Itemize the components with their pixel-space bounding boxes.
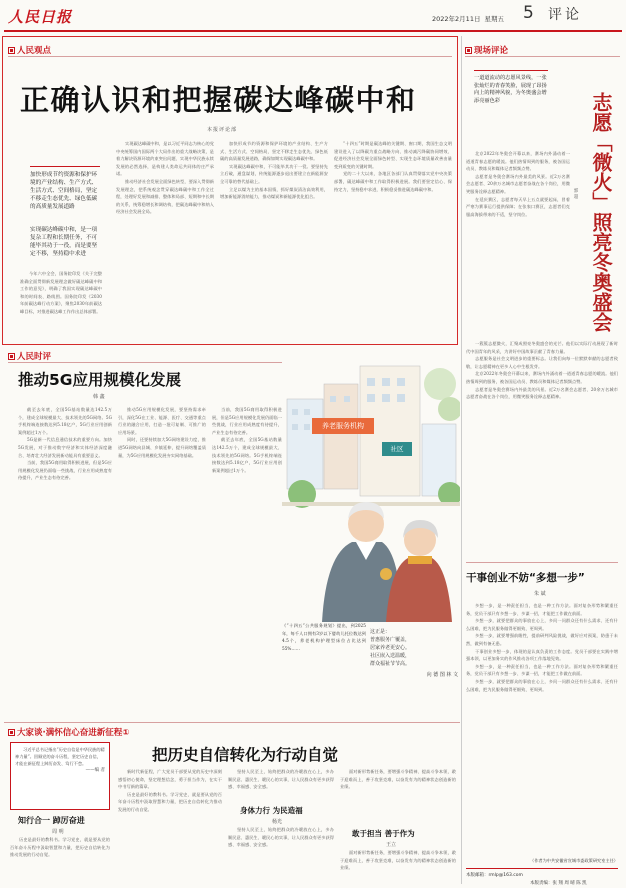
paragraph: 5G是新一代信息通信技术的重要方向。加快5G发展，对于推动数字经济和实体经济深度融合、培育壮大经济发展新动能具有重要意义。	[18, 437, 112, 458]
paragraph: 面对新形势新任务，要增强斗争精神、提高斗争本领，敢于迎难而上，善于攻坚克难，以奋发有为的精神状态创造新的业绩。	[340, 769, 456, 790]
paragraph: 在延庆赛区，志愿者每天早上五点就要起床，冒着严寒为赛事运行提供保障；在张家口赛区，志愿者们克服高海拔带来的不适，坚守岗位。	[466, 196, 570, 217]
masthead-rule	[4, 30, 622, 32]
commentary-rule	[465, 56, 620, 57]
paragraph: 推动5G应用规模化发展，要坚持需求牵引，深化5G在工业、能源、医疗、交通等重点行业的融合应用，打造一批可复制、可推广的应用场景。	[118, 407, 206, 435]
bottom-byline-2: 杨光	[272, 819, 283, 825]
column2-byline: 韩 鑫	[93, 394, 105, 400]
paragraph: 干事创业多想一步，体现的是认真负责的工作态度。党员干部要在实践中增强本领，以更加务实的作风推动各项工作落地见效。	[466, 648, 618, 662]
column2-body-3	[212, 406, 282, 718]
paragraph: 同时，还要持续加大5G网络建设力度，推进5G网络向县城、乡镇延伸，提升网络覆盖质量，为5G应用规模化发展夯实网络基础。	[118, 437, 206, 458]
paragraph: 坚持人民至上，始终把群众的冷暖放在心上，多办顺民意、惠民生、暖民心的实事，让人民群众有更多获得感、幸福感、安全感。	[228, 769, 334, 790]
side-article-credit: （作者为中共安徽省宣城市委政策研究室主任）	[530, 858, 618, 863]
bottom-body-2	[118, 768, 222, 882]
top-article-col-1	[20, 270, 102, 338]
column-divider	[461, 36, 462, 884]
section-marker-icon	[8, 353, 15, 360]
column2-body-2	[118, 406, 206, 718]
pull-quote-rule	[30, 166, 100, 167]
paragraph: 历史是最好的教科书。学习党史，就是要从党的百年奋斗历程中汲取智慧和力量，把历史自信转化为推动发展的行动自觉。	[118, 791, 222, 812]
top-article-col-2	[116, 140, 214, 338]
section-title: 评论	[548, 7, 582, 23]
paragraph: 北京2022年冬奥会开幕以来，赛场内外涌动着一道道青春志愿的暖流。他们热情周到的服务，被各国运动员、教练员和媒体记者频频点赞。	[466, 371, 618, 384]
bottom-subhead-2: 身体力行 为民造福	[240, 806, 303, 815]
paragraph: 立足以煤为主的基本国情，抓好煤炭清洁高效利用，增加新能源消纳能力，推动煤炭和新能源优化组合。	[220, 186, 328, 200]
side-article-title: 干事创业不妨“多想一步”	[466, 572, 585, 584]
paragraph: 北京2022年冬奥会开幕以来，赛场内外涌动着一道道青春志愿的暖流。他们热情周到的服务，被各国运动员、教练员和媒体记者频频点赞。	[466, 151, 570, 172]
editor-intro-box	[10, 742, 110, 810]
page-number: 5	[523, 3, 534, 23]
top-article-byline: 本报评论部	[207, 127, 238, 133]
paragraph: 志愿者是冬奥会赛场内外最美的风景。近2万名赛会志愿者、20余万名城市志愿者奋战在各个岗位，用微笑服务诠释志愿精神。	[466, 386, 618, 400]
bottom-subhead-1: 知行合一 踔厉奋进	[18, 816, 85, 825]
elderly-couple-illustration	[282, 354, 460, 622]
paragraph: 今年六中全会，国务院印发《关于完整准确全面贯彻新发展理念做好碳达峰碳中和工作的意见》，明确了我国实现碳达峰碳中和的时间表、路线图。国务院印发《2030年前碳达峰行动方案》，聚焦2030年前碳达峰目标，对推进碳达峰工作作出总体部署。	[20, 271, 102, 314]
paragraph: 一簇簇志愿微火，汇聚成照亮冬奥盛会的光芒。他们以实际行动展现了新时代中国青年的风采，为讲好中国故事贡献了青春力量。	[466, 341, 618, 354]
poem-line: 这正是：	[370, 629, 391, 635]
paragraph: 截至去年底，全国5G基站数量达142.5万个，建成全球规模最大、技术领先的5G网络。5G手机终端连接数达到5.18亿户，5G行业应用创新案例超过1万个。	[18, 407, 112, 435]
bottom-byline-3: 王立	[386, 842, 397, 848]
commentary-section-label: 现场评论	[465, 44, 508, 56]
side-article-rule	[466, 562, 618, 563]
bottom-body-3a	[228, 768, 334, 802]
newspaper-logo: 人民日报	[8, 8, 73, 26]
top-article-rule	[8, 56, 452, 57]
paragraph: 多想一步，是一种责任担当，也是一种工作方法。面对复杂形势和繁重任务，党员干部只有多想一步、多谋一招，才能把工作做在前面。	[466, 603, 618, 616]
poem-line: 群众福祉节节高。	[370, 661, 411, 667]
bottom-subhead-3: 敢于担当 善于作为	[352, 829, 415, 838]
column2-section-label: 人民时评	[8, 350, 51, 362]
paragraph: 实现碳达峰碳中和，不可能毕其功于一役。要坚持先立后破，通盘谋划，传统能源逐步退出要建立在新能源安全可靠的替代基础上。	[220, 163, 328, 184]
paragraph: 历史是最好的教科书。学习党史，就是要从党的百年奋斗历程中汲取智慧和力量，把历史自信转化为推动发展的行动自觉。	[10, 837, 110, 858]
poem-line: 普惠服务广覆盖，	[370, 637, 411, 643]
pull-quote-rule	[474, 70, 548, 71]
bottom-title: 把历史自信转化为行动自觉	[152, 746, 339, 764]
poem-credit: 向 德 图 林 文	[426, 672, 458, 678]
bottom-body-1	[10, 836, 110, 882]
paragraph: 多想一步，就要把群众的事放在心上，多问一问群众还有什么需求、还有什么困难，把为民服务做得更细致、更周到。	[466, 618, 618, 631]
commentary-pull-quote: 一道道流动的志愿风景线，一张张灿烂的青春笑脸，展现了昂扬向上的精神风貌，为冬奥盛会增添亮丽色彩	[474, 70, 548, 105]
paragraph: 面对新形势新任务，要增强斗争精神、提高斗争本领，敢于迎难而上，善于攻坚克难，以奋发有为的精神状态创造新的业绩。	[340, 850, 456, 871]
poem	[370, 628, 458, 679]
paragraph: 加快形成节约资源和保护环境的产业结构、生产方式、生活方式、空间格局，坚定不移走生态优先、绿色低碳的高质量发展道路，确保如期实现碳达峰碳中和。	[220, 141, 328, 162]
commentary-body	[466, 150, 570, 340]
commentary-title: 志愿「微火」照亮冬奥盛会	[589, 92, 613, 332]
bottom-section-label: 大家谈·满怀信心奋进新征程①	[8, 726, 129, 738]
paragraph: 推动经济社会发展全面绿色转型，要深入贯彻新发展理念，把系统观念贯穿碳达峰碳中和工作全过程，处理好发展和减排、整体和局部、短期和中长期的关系，统筹稳增长和调结构，把碳达峰碳中和纳入经济社会发展全局。	[116, 178, 214, 215]
paragraph: 当前，我国5G商用取得积极进展，但是5G应用规模化发展仍面临一些挑战，行业应用成熟度有待提升，产业生态有待完善。	[212, 407, 282, 435]
date-text: 2022年2月11日	[432, 15, 481, 23]
footer-email: 本版邮箱：rmlp@163.com	[466, 873, 523, 878]
paragraph: 实现碳达峰碳中和，是以习近平同志为核心的党中央统筹国内国际两个大局作出的重大战略决策，是着力解决资源环境约束突出问题、实现中华民族永续发展的必然选择，是构建人类命运共同体的庄严承诺。	[116, 141, 214, 177]
illustration	[282, 354, 460, 622]
sign-text: 养老服务机构	[322, 422, 364, 430]
paragraph: 多想一步，就要增强前瞻性，提前研判风险挑战，做好应对预案，防患于未然，做到有备无患。	[466, 633, 618, 646]
paragraph: 志愿者是冬奥会赛场内外最美的风景。近2万名赛会志愿者、20余万名城市志愿者奋战在各个岗位，用微笑服务诠释志愿精神。	[466, 173, 570, 194]
section-marker-icon	[8, 729, 15, 736]
bottom-body-4b	[340, 849, 456, 882]
commentary-byline: 郭 超	[573, 188, 578, 199]
issue-date	[432, 14, 504, 23]
paragraph: 当前，我国5G商用取得积极进展，但是5G应用规模化发展仍面临一些挑战，行业应用成熟度有待提升，产业生态有待完善。	[18, 460, 112, 481]
top-article-col-4	[334, 140, 452, 338]
footer-editors: 本版责编：张 翔 周 晴 陈 凯	[530, 881, 587, 886]
section-marker-icon	[8, 47, 15, 54]
paragraph: 多想一步，就要把群众的事放在心上，多问一问群众还有什么需求、还有什么困难，把为民服务做得更细致、更周到。	[466, 678, 618, 692]
paragraph: 志愿服务是社会文明进步的重要标志。让我们向每一位默默奉献的志愿者致敬，让志愿精神在更多人心中生根发芽。	[466, 356, 618, 369]
top-article-col-3	[220, 140, 328, 338]
bottom-body-3b	[228, 826, 334, 882]
paragraph: 截至去年底，全国5G基站数量达142.5万个，建成全球规模最大、技术领先的5G网络。5G手机终端连接数达到5.18亿户，5G行业应用创新案例超过1万个。	[212, 437, 282, 473]
footer-rule	[466, 868, 618, 869]
masthead	[0, 0, 626, 30]
paragraph: “十四五”时期是碳达峰的关键期、窗口期，我国生态文明建设进入了以降碳为重点战略方向、推动减污降碳协同增效、促进经济社会发展全面绿色转型、实现生态环境质量改善由量变到质变的关键时期。	[334, 141, 452, 169]
paragraph: 新时代新征程，广大党员干部要从党的历史中深刻感悟初心使命，坚定理想信念，勇于担当作为，在实干中书写新的篇章。	[118, 769, 222, 790]
illustration-caption: 《“十四五”公共服务规划》提出，到2025年，每千人口拥有3岁以下婴幼儿托位数达到4.5个，养老机构护理型床位占比达到55%……	[282, 623, 366, 651]
top-article-title: 正确认识和把握碳达峰碳中和	[20, 83, 417, 117]
top-pull-quote-2: 实现碳达峰碳中和，是一项复杂工程和长期任务，不可能毕其功于一役，而是要坚定不移，坚持稳中求进	[30, 227, 98, 257]
section-marker-icon	[465, 47, 472, 54]
editor-intro-credit: ——编 者	[85, 768, 105, 773]
weekday-text: 星期五	[484, 15, 504, 23]
side-article-body	[466, 602, 618, 858]
poem-line: 社区嵌入送温暖，	[370, 653, 411, 659]
commentary-body-full	[466, 340, 618, 562]
side-article-byline: 朱 斌	[534, 591, 546, 597]
bottom-top-rule	[4, 722, 460, 723]
column2-body-1	[18, 406, 112, 718]
paragraph: 坚持人民至上，始终把群众的冷暖放在心上，多办顺民意、惠民生、暖民心的实事，让人民群众有更多获得感、幸福感、安全感。	[228, 827, 334, 848]
editor-intro: 习近平总书记指出“历史自信是中华民族的精神力量”。回顾党的奋斗历程，坚定历史自信，才能在新征程上踔厉奋发、笃行不怠。	[15, 747, 105, 766]
top-article-section-label: 人民观点	[8, 44, 51, 56]
paragraph: 党的二十大以来，各地区各部门认真贯彻落实党中央决策部署，碳达峰碳中和工作取得积极进展。我们要坚定信心、保持定力，坚持稳中求进，积极稳妥推进碳达峰碳中和。	[334, 171, 452, 192]
paragraph: 多想一步，是一种责任担当，也是一种工作方法。面对复杂形势和繁重任务，党员干部只有多想一步、多谋一招，才能把工作做在前面。	[466, 663, 618, 677]
bottom-byline-1: 周 明	[52, 829, 64, 835]
column2-title: 推动5G应用规模化发展	[18, 371, 182, 389]
poem-line: 居家养老更安心。	[370, 645, 411, 651]
top-pull-quote-1: 加快形成节约资源和保护环境的产业结构、生产方式、生活方式、空间格局，坚定不移走生态优先、绿色低碳的高质量发展道路	[30, 166, 100, 211]
bottom-body-4a	[340, 768, 456, 824]
community-sign-text: 社区	[390, 445, 404, 453]
